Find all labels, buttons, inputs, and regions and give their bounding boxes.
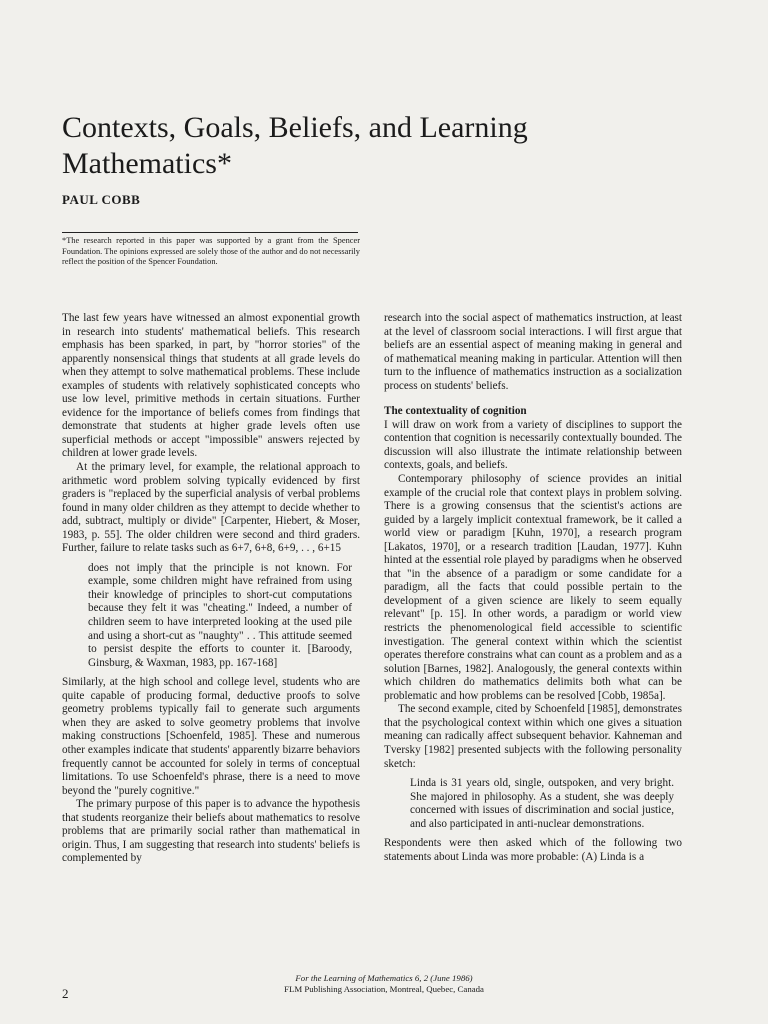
paragraph: The primary purpose of this paper is to advance the hypothesis that students reorganize their beliefs about mathematics to resolve problems that are primarily social rather than mathematical in origin. Thus, I am suggesting that research into students' beliefs is complemented by	[62, 798, 360, 865]
paragraph: At the primary level, for example, the relational approach to arithmetic word problem solving typically evidenced by first graders is "replaced by the superficial analysis of verbal problems found in many older children as they attempt to decide whether to add, subtract, multiply or divide" [Carpenter, Hiebert, & Moser, 1983, p. 55]. The older children were second and third graders. Further, failure to relate tasks such as 6+7, 6+8, 6+9, . . , 6+15	[62, 461, 360, 555]
section-heading: The contextuality of cognition	[384, 405, 527, 418]
paragraph: The second example, cited by Schoenfeld [1985], demonstrates that the psychological context within which one gives a situation meaning can radically affect subsequent behavior. Kahneman and Tversky [1982] presented subjects with the following personality sketch:	[384, 703, 682, 770]
paragraph: Similarly, at the high school and college level, students who are quite capable of producing formal, deductive proofs to solve geometry problems typically fail to generate such arguments when they are asked to solve geometry problems that involve making constructions [Schoenfeld, 1985]. These and numerous other examples indicate that students' apparently bizarre behaviors frequently cannot be accounted for solely in terms of conceptual limitations. To use Schoenfeld's phrase, there is a need to move beyond the "purely cognitive."	[62, 676, 360, 797]
page-number: 2	[62, 986, 69, 1001]
paragraph: Contemporary philosophy of science provides an initial example of the crucial role that context plays in problem solving. There is a growing consensus that the scientist's actions are guided by a largely implicit contextual framework, be it called a world view or paradigm [Kuhn, 1970], a research program [Lakatos, 1970], or a research tradition [Laudan, 1977]. Kuhn hinted at the essential role played by paradigms when he observed that "in the absence of a paradigm or some candidate for a paradigm, all the facts that could possible pertain to the development of a given science are likely to seem equally relevant" [p. 15]. In other words, a paradigm or world view restricts the phenomenological field accessible to scientific investigation. The general context within which the scientist operates therefore constrains what can count as a problem and as a solution [Barnes, 1982]. Analogously, the general contexts within which children do mathematics delimits both what can be problematic and how problems can be resolved [Cobb, 1985a].	[384, 473, 682, 702]
paragraph: I will draw on work from a variety of disciplines to support the contention that cognition is necessarily contextually bounded. The discussion will also illustrate the intimate relationship between contexts, goals, and beliefs.	[384, 418, 682, 472]
right-column	[384, 312, 682, 864]
paragraph: research into the social aspect of mathematics instruction, at least at the level of classroom social interactions. I will first argue that beliefs are an essential aspect of meaning making in general and of mathematical meaning making in particular. Attention will then turn to the influence of mathematics instruction as a socialization process on students' beliefs.	[384, 312, 682, 392]
block-quote: Linda is 31 years old, single, outspoken, and very bright. She majored in philosophy. As a student, she was deeply concerned with issues of discrimination and social justice, and also participated in anti-nuclear demonstrations.	[410, 777, 674, 830]
article-author: PAUL COBB	[62, 192, 141, 207]
block-quote: does not imply that the principle is not known. For example, some children might have refrained from using their knowledge of principles to short-cut computations because they felt it was "cheating." Indeed, a number of children seem to have interpreted looking at the used pile and using a short-cut as "naughty" . . This attitude seemed to persist despite the efforts to counter it. [Baroody, Ginsburg, & Waxman, 1983, pp. 167-168]	[88, 561, 352, 669]
publisher-line: FLM Publishing Association, Montreal, Quebec, Canada	[284, 984, 484, 994]
left-column	[62, 312, 360, 866]
article-title: Contexts, Goals, Beliefs, and Learning Mathematics*	[62, 111, 528, 180]
paragraph: The last few years have witnessed an almost exponential growth in research into students' mathematical beliefs. This research emphasis has been sparked, in part, by "horror stories" of the apparently nonsensical things that students at all grade levels do when they attempt to solve mathematical problems. These include examples of students with relatively sophisticated concepts who use low level, primitive methods in certain situations. Further evidence for the importance of beliefs comes from findings that demonstrate that students at higher grade levels often use superficial methods or accept "impossible" answers rejected by children at lower grade levels.	[62, 312, 360, 460]
footnote-divider	[62, 232, 358, 233]
funding-footnote: *The research reported in this paper was supported by a grant from the Spencer Foundation. The opinions expressed are solely those of the author and do not necessarily reflect the position of the Spencer Foundation.	[62, 236, 360, 266]
page-footer	[200, 973, 568, 995]
journal-citation: For the Learning of Mathematics 6, 2 (June 1986)	[295, 973, 473, 983]
paragraph: Respondents were then asked which of the following two statements about Linda was more probable: (A) Linda is a	[384, 837, 682, 863]
